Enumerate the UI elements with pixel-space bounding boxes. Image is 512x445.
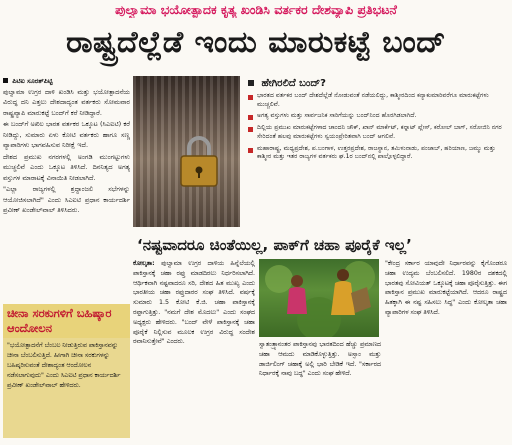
panel-title [248,78,508,89]
byline [3,76,130,87]
tea-pickers-illustration [259,259,379,337]
col-1-text: ಪುಲ್ವಾಮಾ ಉಗ್ರರ ದಾಳಿಯ ಹಿನ್ನೆಲೆಯಲ್ಲಿ ಪಾಕಿಸ್ತಾನಕ್ಕೆ ಚಹಾ ರಫ್ತು ಮಾಡದಿರಲು ನಿರ್ಧರಿಸಲಾಗಿದೆ. ಆರ್ಥಿಕವಾಗಿ ನಷ್ಟವಾದರೂ ಸರಿ, ದೇಶದ ಹಿತ ಮುಖ್ಯ ಎಂದು ಭಾರತೀಯ ಚಹಾ ರಫ್ತುದಾರರ ಸಂಘ ತಿಳಿಸಿದೆ. ವರ್ಷಕ್ಕೆ ಸುಮಾರು 1.5 ಕೋಟಿ ಕೆ.ಜಿ. ಚಹಾ ಪಾಕಿಸ್ತಾನಕ್ಕೆ ರಫ್ತಾಗುತ್ತಿತ್ತು. "ನಮಗೆ ದೇಶ ಮೊದಲು" ಎಂದು ಸಂಘದ ಅಧ್ಯಕ್ಷರು ಹೇಳಿದರು. "ಬಂದ್ ವೇಳೆ ಪಾಕಿಸ್ತಾನಕ್ಕೆ ಚಹಾ ಪೂರೈಕೆ ನಿಲ್ಲಿಸುವ ಮೂಲಕ ಉಗ್ರರ ವಿರುದ್ಧ ಸಂದೇಶ ರವಾನಿಸುತ್ತೇವೆ" ಎಂದರು. [133,260,255,346]
panel-item: ದಿಲ್ಲಿಯ ಪ್ರಮುಖ ಮಾರುಕಟ್ಟೆಗಳಾದ ಚಾಂದನಿ ಚೌಕ್, ಖಾನ್ ಮಾರ್ಕೆಟ್, ಕನ್ನಾಟ್ ಪ್ಲೇಸ್, ಕರೋಲ್ ಬಾಗ್, ಸರೋಜಿನಿ ನಗರ ಸೇರಿದಂತೆ ಹಲವು ಮಾರುಕಟ್ಟೆಗಳು ಸ್ವಯಂಪ್ರೇರಿತವಾಗಿ ಬಂದ್ ಆಗಲಿವೆ. [248,124,508,141]
tea-story-headline: ‘ನಷ್ಟವಾದರೂ ಚಿಂತೆಯಿಲ್ಲ, ಪಾಕ್‌ಗೆ ಚಹಾ ಪೂರೈಕೆ ಇಲ್ಲ’ [137,236,412,254]
byline-square-icon [3,78,8,83]
sidebox-body: "ಭಯೋತ್ಪಾದನೆಗೆ ಬೆಂಬಲ ನೀಡುತ್ತಿರುವ ಪಾಕಿಸ್ತಾನವನ್ನು ಚೀನಾ ಬೆಂಬಲಿಸುತ್ತಿದೆ. ಹೀಗಾಗಿ ಚೀನಾ ಸರಕುಗಳನ್ನು ಬಹಿಷ್ಕರಿಸುವಂತೆ ದೇಶಾದ್ಯಂತ ಆಂದೋಲನ ನಡೆಸಲಾಗುವುದು" ಎಂದು ಸಿಎಐಟಿ ಪ್ರಧಾನ ಕಾರ್ಯದರ್ಶಿ ಪ್ರವೀಣ್ ಖಂಡೇಲ್‌ವಾಲ್ ಹೇಳಿದರು. [3,338,130,438]
byline-text: ಪಿಟಿಐ ಸೂರತ್‌ಪಿಟ್ಟಿ [12,77,53,85]
panel-item: ಅಗತ್ಯ ವಸ್ತುಗಳು ಮತ್ತು ಸಾರ್ವಜನಿಕ ಸಾರಿಗೆಯನ್ನು ಬಂದ್‌ನಿಂದ ಹೊರಗಿಡಲಾಗಿದೆ. [248,112,508,121]
panel-item: ಭಾರತದ ವರ್ತಕರ ಬಂದ್ ದೇಶದೆಲ್ಲೆಡೆ ನೋಡುವಂತೆ ನಡೆಯಲಿದ್ದು, ಕಾಶ್ಮೀರದಿಂದ ಕನ್ಯಾಕುಮಾರಿವರೆಗೂ ಮಾರುಕಟ್ಟೆಗಳು ಮುಚ್ಚಲಿವೆ. [248,92,508,109]
lead-paragraph: "ಎಲ್ಲಾ ರಾಜ್ಯಗಳಲ್ಲಿ ಶ್ರದ್ಧಾಂಜಲಿ ಸಭೆಗಳನ್ನು ಆಯೋಜಿಸಲಾಗಿದೆ" ಎಂದು ಸಿಎಐಟಿ ಪ್ರಧಾನ ಕಾರ್ಯದರ್ಶಿ ಪ್ರವೀಣ್ ಖಂಡೇಲ್‌ವಾಲ್ ತಿಳಿಸಿದರು. [3,185,130,214]
tea-story [133,230,510,445]
panel-list [242,92,508,162]
tea-pickers-photo [259,259,379,337]
panel-title-square-icon [248,80,254,86]
panel-title-text: ಹೇಗಿರಲಿದೆ ಬಂದ್? [261,78,326,89]
lead-paragraph: ದೇಶದ ಪ್ರಮುಖ ನಗರಗಳಲ್ಲಿ ಅಂಗಡಿ ಮುಂಗಟ್ಟುಗಳು ಮುಚ್ಚಲಿವೆ ಎಂದು ಒಕ್ಕೂಟ ತಿಳಿಸಿದೆ. ದಿನನಿತ್ಯದ ಅಗತ್ಯ ವಸ್ತುಗಳ ಮಾರಾಟಕ್ಕೆ ವಿನಾಯಿತಿ ನೀಡಲಾಗಿದೆ. [3,152,130,182]
lead-story [3,76,130,301]
lead-paragraph: ಪುಲ್ವಾಮಾ ಉಗ್ರರ ದಾಳಿ ಖಂಡಿಸಿ ಮತ್ತು ಭಯೋತ್ಪಾದನೆಯ ವಿರುದ್ಧ ದನಿ ಎತ್ತಲು ದೇಶದಾದ್ಯಂತ ವರ್ತಕರು ಸೋಮವಾರ ರಾಷ್ಟ್ರವ್ಯಾಪಿ ಮಾರುಕಟ್ಟೆ ಬಂದ್‌ಗೆ ಕರೆ ನೀಡಿದ್ದಾರೆ. [3,87,130,117]
kicker: ಪುಲ್ವಾಮಾ ಭಯೋತ್ಪಾದಕ ಕೃತ್ಯ ಖಂಡಿಸಿ ವರ್ತಕರ ದೇಶವ್ಯಾಪಿ ಪ್ರತಿಭಟನೆ [115,2,397,17]
shutter-padlock-photo [133,76,240,227]
sidebox-title: ಚೀನಾ ಸರಕುಗಳಿಗೆ ಬಹಿಷ್ಕಾರ ಆಂದೋಲನ [3,304,130,338]
tea-story-col-2: ಸ್ವಾತಂತ್ರ್ಯಾನಂತರ ಪಾಕಿಸ್ತಾನವು ಭಾರತದಿಂದ ಹೆಚ್ಚು ಪ್ರಮಾಣದ ಚಹಾ ಆಮದು ಮಾಡಿಕೊಳ್ಳುತ್ತಿತ್ತು. ಅಸ್ಸಾಂ ಮತ್ತು ಡಾರ್ಜಿಲಿಂಗ್ ಚಹಾಕ್ಕೆ ಅಲ್ಲಿ ಭಾರಿ ಬೇಡಿಕೆ ಇದೆ. "ಸರ್ಕಾರದ ನಿರ್ಧಾರಕ್ಕೆ ನಾವು ಬದ್ಧ" ಎಂದು ಸಂಘ ಹೇಳಿದೆ. [259,341,381,378]
lead-paragraph: ಈ ಬಂದ್‌ಗೆ ಅಖಿಲ ಭಾರತ ವರ್ತಕರ ಒಕ್ಕೂಟ (ಸಿಎಐಟಿ) ಕರೆ ನೀಡಿದ್ದು, ಸುಮಾರು ಏಳು ಕೋಟಿ ವರ್ತಕರು ಹಾಗೂ ಸಣ್ಣ ವ್ಯಾಪಾರಿಗಳು ಭಾಗವಹಿಸುವ ನಿರೀಕ್ಷೆ ಇದೆ. [3,120,130,149]
tea-story-body [133,259,510,445]
how-bandh-panel [242,76,508,227]
china-boycott-box [3,304,130,444]
panel-item: ಮಹಾರಾಷ್ಟ್ರ, ಮಧ್ಯಪ್ರದೇಶ, ಪ.ಬಂಗಾಳ, ಉತ್ತರಪ್ರದೇಶ, ರಾಜಸ್ಥಾನ, ತಮಿಳುನಾಡು, ಪಂಜಾಬ್, ಹರಿಯಾಣ, ಜಮ್ಮು ಮತ್ತು ಕಾಶ್ಮೀರ ಮತ್ತು ಇತರ ರಾಜ್ಯಗಳ ವರ್ತಕರು ಘ.1ರ ಬಂದ್‌ನಲ್ಲಿ ಪಾಲ್ಗೊಳ್ಳಲಿದ್ದಾರೆ. [248,145,508,162]
tea-story-col-1 [133,259,255,347]
dateline: ಕೋಲ್ಕತಾ: [133,260,155,267]
tea-story-col-3: "ಕೇಂದ್ರ ಸರ್ಕಾರ ಯಾವುದೇ ನಿರ್ಧಾರವನ್ನು ಕೈಗೊಂಡರೂ ಚಹಾ ಉದ್ಯಮ ಬೆಂಬಲಿಸಲಿದೆ. 1980ರ ದಶಕದಲ್ಲಿ ಭಾರತವು ಸೋವಿಯತ್ ಒಕ್ಕೂಟಕ್ಕೆ ಚಹಾ ಪೂರೈಸುತ್ತಿತ್ತು. ಈಗ ಪಾಕಿಸ್ತಾನ ಪ್ರಮುಖ ಮಾರುಕಟ್ಟೆಯಾಗಿದೆ. ಆದರೂ ರಾಷ್ಟ್ರದ ಹಿತಕ್ಕಾಗಿ ಈ ನಷ್ಟ ಸಹಿಸಲು ಸಿದ್ಧ" ಎಂದು ಕೋಲ್ಕತಾ ಚಹಾ ವ್ಯಾಪಾರಿಗಳ ಸಂಘ ತಿಳಿಸಿದೆ. [385,260,507,316]
headline: ರಾಷ್ಟ್ರದೆಲ್ಲೆಡೆ ಇಂದು ಮಾರುಕಟ್ಟೆ ಬಂದ್ [66,25,446,60]
padlock-icon [177,134,221,190]
